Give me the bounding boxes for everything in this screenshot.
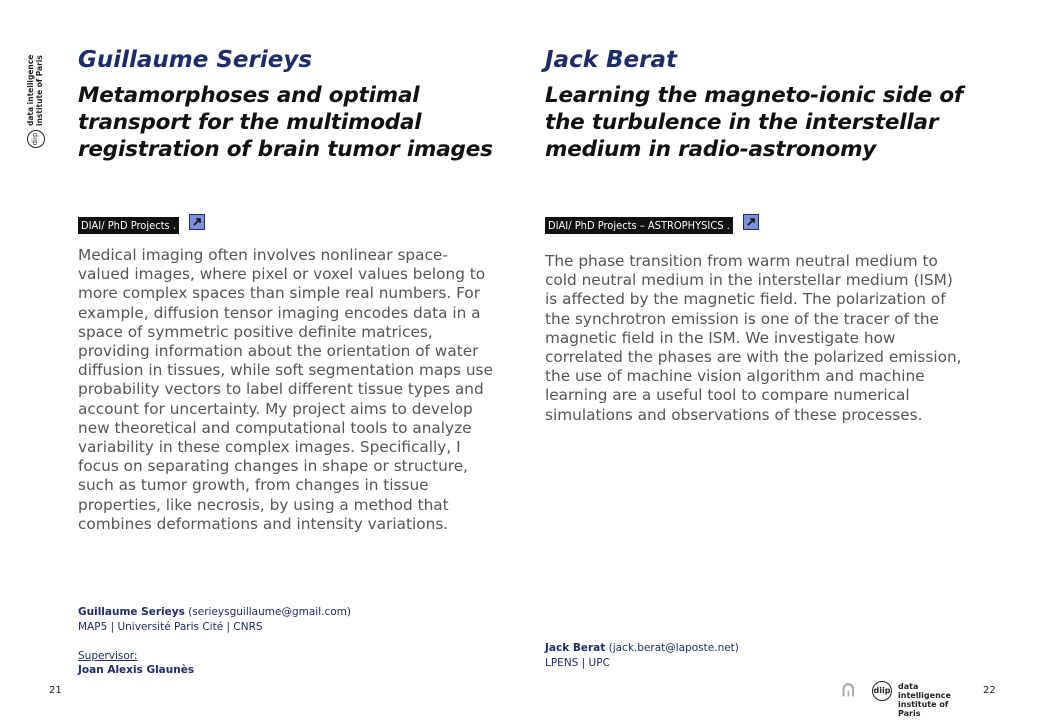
page-number-right: 22 [983,685,996,696]
right-page [545,44,965,424]
supervisor-name: Joan Alexis Glaunès [78,664,195,676]
author-name: Jack Berat [545,47,678,73]
left-page [78,44,498,533]
contact-affiliation: LPENS | UPC [545,656,610,669]
contact-email[interactable]: (jack.berat@laposte.net) [608,642,739,654]
logo-line-1: data intelligence [898,682,951,700]
tag-row [78,216,205,234]
footer-logos [842,680,967,718]
tag-row [545,216,759,234]
contact-email[interactable]: (serieysguillaume@gmail.com) [188,606,351,618]
supervisor-label: Supervisor: [78,649,138,662]
university-logo-icon: ᕬ [842,681,855,701]
author-name: Guillaume Serieys [78,47,313,73]
project-title: Learning the magneto-ionic side of the turbulence in the interstellar medium in radio-astronomy [545,83,964,162]
contact-name: Guillaume Serieys [78,606,185,618]
page-number-left: 21 [49,685,62,696]
left-contact [78,605,351,678]
external-link-icon[interactable] [189,214,205,230]
category-tag: DIAI/ PhD Projects . [78,217,179,234]
side-logo-mark: diip [27,130,45,148]
category-tag: DIAI/ PhD Projects – ASTROPHYSICS . [545,217,733,234]
diip-logo-mark: diip [872,681,892,701]
project-title: Metamorphoses and optimal transport for the multimodal registration of brain tumor images [78,83,493,162]
external-link-icon[interactable] [743,214,759,230]
logo-line-2: institute of Paris [898,700,949,718]
diip-side-logo [26,52,48,148]
project-abstract: The phase transition from warm neutral medium to cold neutral medium in the interstellar medium (ISM) is affected by the magnetic field. The polarization of the synchrotron emission is one of the tracer of the magnetic field in the ISM. We investigate how correlated the phases are with the polarized emission, the use of machine vision algorithm and machine learning are a useful tool to compare numerical simulations and observations of these processes. [545,252,962,424]
right-contact [545,641,739,670]
diip-logo-text [898,682,967,718]
side-logo-text: data intelligence institute of Paris [26,54,44,126]
project-abstract: Medical imaging often involves nonlinear space-valued images, where pixel or voxel values belong to more complex spaces than simple real numbers. For example, diffusion tensor imaging encodes data in a space of symmetric positive definite matrices, providing information about the orientation of water diffusion in tissues, while soft segmentation maps use probability vectors to label different tissue types and account for uncertainty. My project aims to develop new theoretical and computational tools to analyze variability in these complex images. Specifically, I focus on separating changes in shape or structure, such as tumor growth, from changes in tissue properties, like necrosis, by using a method that combines deformations and intensity variations. [78,246,493,533]
contact-name: Jack Berat [545,642,606,654]
contact-affiliation: MAP5 | Université Paris Cité | CNRS [78,620,263,633]
